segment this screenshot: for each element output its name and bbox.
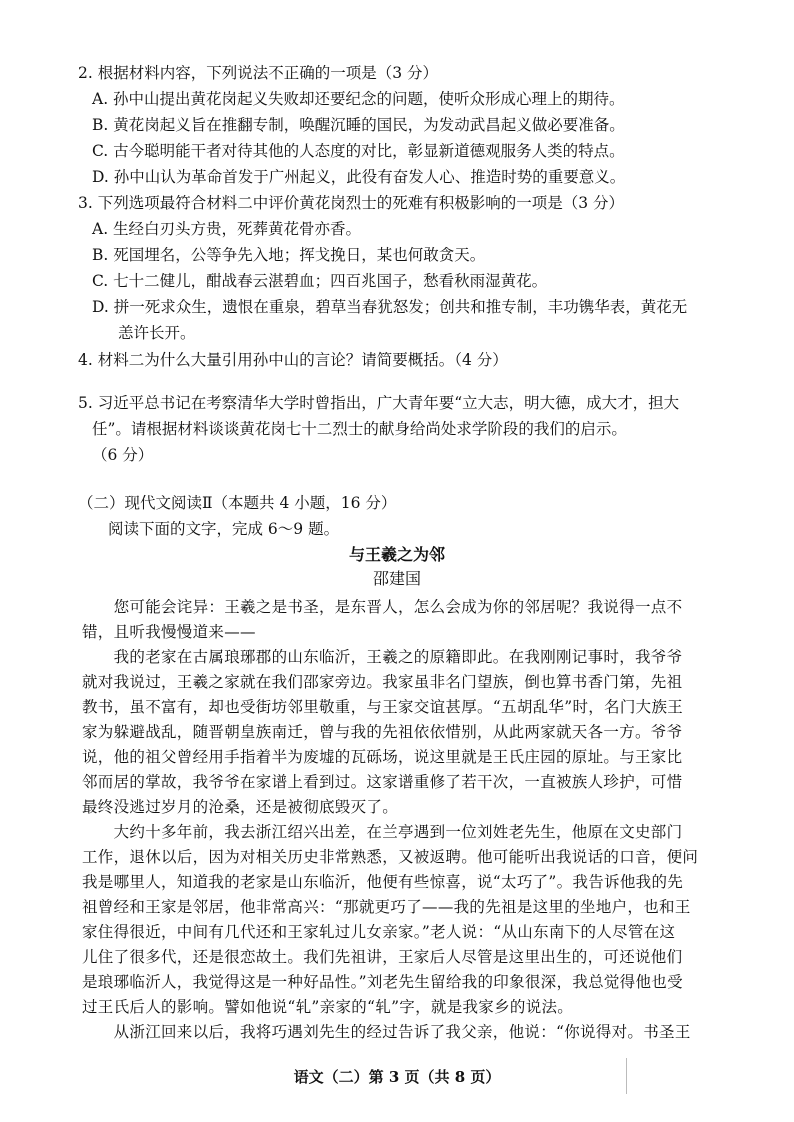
article-title: 与王羲之为邻 (348, 545, 445, 564)
article-line: 邻而居的掌故，我爷爷在家谱上看到过。这家谱重修了若干次，一直被族人珍护，可惜 (82, 773, 683, 791)
article-line: 工作，退休以后，因为对相关历史非常熟悉，又被返聘。他可能听出我说话的口音，便问 (82, 848, 699, 866)
article-line: 大约十多年前，我去浙江绍兴出差，在兰亭遇到一位刘姓老先生，他原在文史部门 (82, 823, 683, 841)
article-line: 过王氏后人的影响。譬如他说“轧”亲家的“轧”字，就是我家乡的说法。 (82, 998, 574, 1016)
article-line: 我是哪里人，知道我的老家是山东临沂，他便有些惊喜，说“太巧了”。我告诉他我的先 (82, 873, 684, 891)
question-3-stem: 3. 下列选项最符合材料二中评价黄花岗烈士的死难有积极影响的一项是（3 分） (78, 194, 625, 212)
question-3-option-a: A. 生经白刃头方贵，死葬黄花骨亦香。 (92, 220, 362, 238)
question-5-line-3: （6 分） (92, 446, 154, 464)
question-3-option-d-continued: 恙许长开。 (118, 324, 196, 342)
question-2-option-d: D. 孙中山认为革命首发于广州起义，此役有奋发人心、推造时势的重要意义。 (92, 168, 626, 186)
section-instruction: 阅读下面的文字，完成 6～9 题。 (108, 520, 340, 538)
question-2-option-c: C. 古今聪明能干者对待其他的人态度的对比，彰显新道德观服务人类的特点。 (92, 142, 625, 160)
article-line: 祖曾经和王家是邻居，他非常高兴：“那就更巧了——我的先祖是这里的坐地户，也和王 (82, 898, 691, 916)
question-2-option-a: A. 孙中山提出黄花岗起义失败却还要纪念的问题，使听众形成心理上的期待。 (92, 90, 625, 108)
article-line: 教书，虽不富有，却也受街坊邻里敬重，与王家交谊甚厚。“五胡乱华”时，名门大族王 (82, 698, 684, 716)
article-line: 错，且听我慢慢道来—— (82, 623, 256, 641)
question-2-option-b: B. 黄花岗起义旨在推翻专制，唤醒沉睡的国民，为发动武昌起义做必要准备。 (92, 116, 625, 134)
page-footer: 语文（二）第 3 页（共 8 页） (293, 1068, 501, 1086)
article-line: 儿住了很多代，还是很恋故土。我们先祖讲，王家后人尽管是这里出生的，可还说他们 (82, 948, 683, 966)
article-line: 您可能会诧异：王羲之是书圣，是东晋人，怎么会成为你的邻居呢？我说得一点不 (82, 598, 683, 616)
article-line: 家住得很近，中间有几代还和王家轧过儿女亲家。”老人说：“从山东南下的人尽管在这 (82, 923, 676, 941)
article-line: 家为躲避战乱，随晋朝皇族南迁，曾与我的先祖依依惜别，从此两家就天各一方。爷爷 (82, 723, 683, 741)
article-line: 就对我说过，王羲之家就在我们邵家旁边。我家虽非名门望族，倒也算书香门第，先祖 (82, 673, 683, 691)
article-line: 我的老家在古属琅琊郡的山东临沂，王羲之的原籍即此。在我刚刚记事时，我爷爷 (82, 648, 683, 666)
question-5-line-1: 5. 习近平总书记在考察清华大学时曾指出，广大青年要“立大志，明大德，成大才，担大 (78, 394, 680, 412)
article-line: 从浙江回来以后，我将巧遇刘先生的经过告诉了我父亲，他说：“你说得对。书圣王 (82, 1023, 691, 1041)
question-4: 4. 材料二为什么大量引用孙中山的言论？请简要概括。（4 分） (78, 351, 508, 369)
question-5-line-2: 任”。请根据材料谈谈黄花岗七十二烈士的献身给尚处求学阶段的我们的启示。 (92, 420, 627, 438)
article-line: 最终没逃过岁月的沧桑，还是被彻底毁灭了。 (82, 798, 399, 816)
article-line: 是琅琊临沂人，我觉得这是一种好品性。”刘老先生留给我的印象很深，我总觉得他也受 (82, 973, 683, 991)
question-3-option-c: C. 七十二健儿，酣战春云湛碧血；四百兆国子，愁看秋雨湿黄花。 (92, 272, 548, 290)
question-3-option-d: D. 拼一死求众生，遗恨在重泉，碧草当春犹怒发；创共和推专制，丰功镌华表，黄花无 (92, 298, 688, 316)
article-line: 说，他的祖父曾经用手指着半为废墟的瓦砾场，说这里就是王氏庄园的原址。与王家比 (82, 748, 683, 766)
article-author: 邵建国 (372, 569, 421, 588)
section-heading: （二）现代文阅读Ⅱ（本题共 4 小题，16 分） (78, 494, 397, 512)
question-3-option-b: B. 死国埋名，公等争先入地；挥戈挽日，某也何敢贪天。 (92, 246, 486, 264)
question-2-stem: 2. 根据材料内容，下列说法不正确的一项是（3 分） (78, 64, 439, 82)
margin-rule (626, 1058, 627, 1094)
